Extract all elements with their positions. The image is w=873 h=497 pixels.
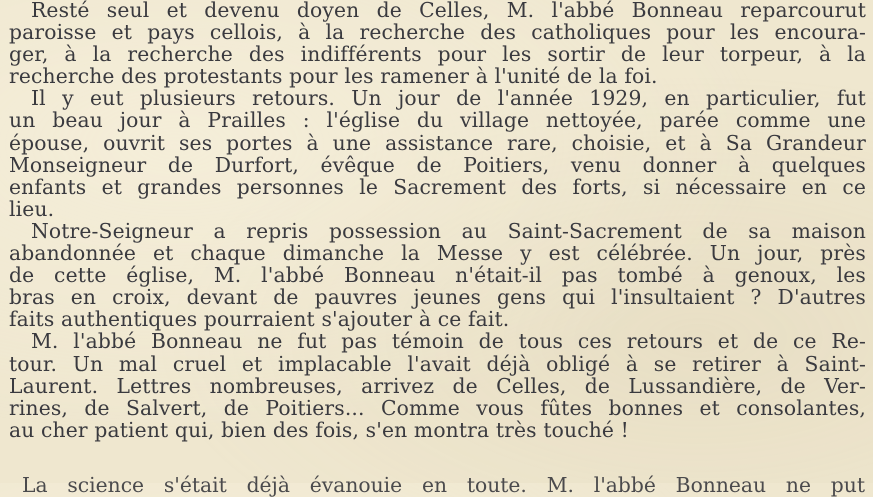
cut-off-line: La science s'était déjà évanouie en toute. M. l'abbé Bonneau ne put [22,473,865,497]
text-line: abandonnée et chaque dimanche la Messe y est célébrée. Un jour, près [9,241,866,266]
text-line: bras en croix, devant de pauvres jeunes gens qui l'insultaient ? D'autres [9,285,866,310]
text-line: au cher patient qui, bien des fois, s'en montra très touché ! [9,417,629,442]
text-line: Monseigneur de Durfort, évêque de Poitiers, venu donner à quelques [9,152,866,177]
text-line: Resté seul et devenu doyen de Celles, M. l'abbé Bonneau reparcourut [31,0,866,22]
text-line: Laurent. Lettres nombreuses, arrivez de Celles, de Lussandière, de Ver- [9,373,866,398]
text-line: rines, de Salvert, de Poitiers... Comme vous fûtes bonnes et consolantes, [9,395,866,420]
text-line: recherche des protestants pour les ramener à l'unité de la foi. [9,64,658,89]
text-line: tour. Un mal cruel et implacable l'avait déjà obligé à se retirer à Saint- [9,351,866,376]
text-line: de cette église, M. l'abbé Bonneau n'était-il pas tombé à genoux, les [9,263,866,288]
text-line: un beau jour à Prailles : l'église du village nettoyée, parée comme une [9,108,866,133]
text-line: ger, à la recherche des indifférents pour les sortir de leur torpeur, à la [9,42,866,67]
text-line: Notre-Seigneur a repris possession au Saint-Sacrement de sa maison [31,218,866,243]
text-line: Il y eut plusieurs retours. Un jour de l'année 1929, en particulier, fut [31,86,866,111]
text-line: épouse, ouvrit ses portes à une assistance rare, choisie, et à Sa Grandeur [9,130,866,155]
text-line: lieu. [9,196,55,221]
body-text [9,0,866,441]
text-line: faits authentiques pourraient s'ajouter à ce fait. [9,307,510,332]
text-line: M. l'abbé Bonneau ne fut pas témoin de tous ces retours et de ce Re- [31,329,866,354]
text-line: enfants et grandes personnes le Sacrement des forts, si nécessaire en ce [9,174,866,199]
text-line: paroisse et pays cellois, à la recherche des catholiques pour les encoura- [9,20,866,45]
